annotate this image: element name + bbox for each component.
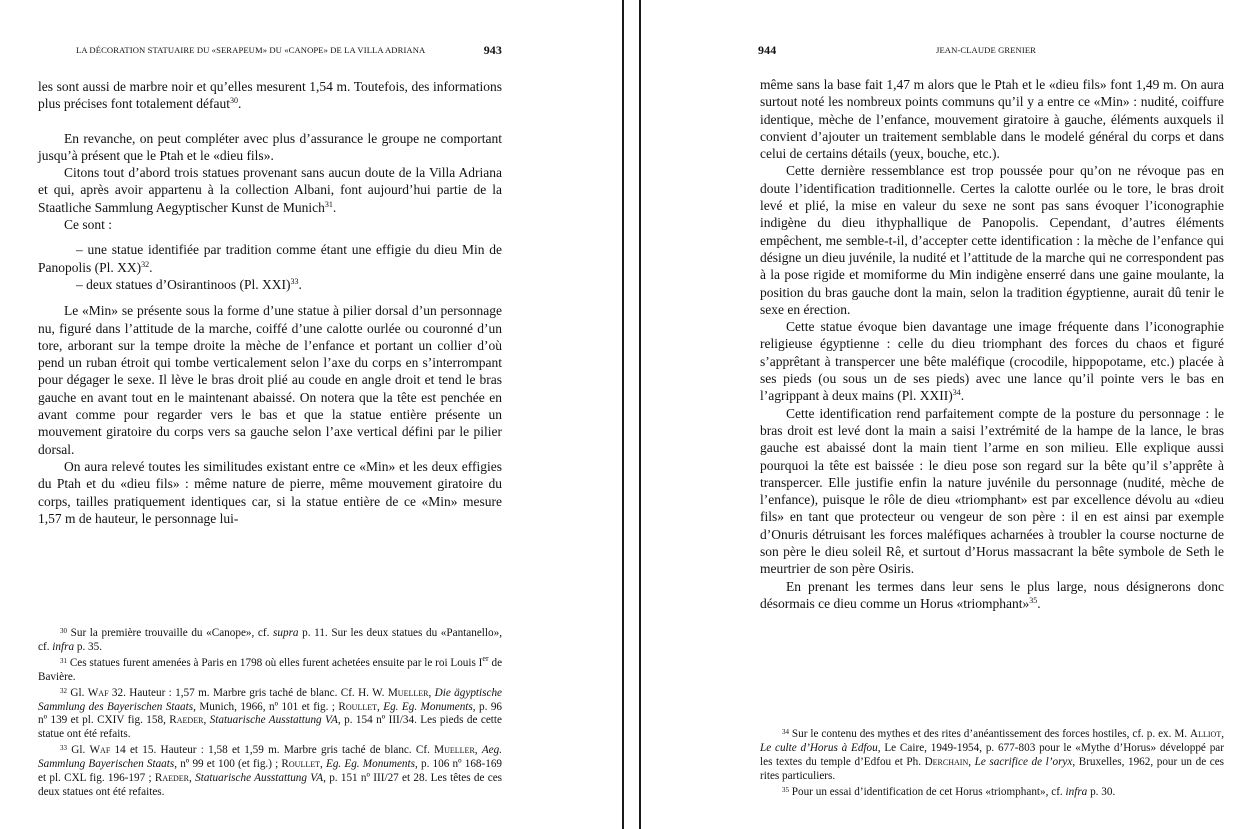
running-head: JEAN-CLAUDE GRENIER [936, 45, 1037, 55]
footnote-31: $^{31}$ Ces statues furent amenées à Paris en 1798 où elles furent achetées ensuite par le roi Louis Ier de Bavière. [38, 653, 503, 683]
page-number: 943 [483, 43, 502, 57]
page-divider [622, 0, 624, 829]
body-text [38, 78, 502, 527]
paragraph: Ce sont : [64, 217, 113, 233]
footnote-ref[interactable]: 30 [229, 96, 238, 106]
paragraph: On aura relevé toutes les similitudes existant entre ce «Min» et les deux effigies du Ptah et du «dieu fils» : même nature de pierre, même mouvement giratoire du corps, tailles pratiquement identiques car, si la statue entière de ce «Min» mesure 1,57 m de hauteur, le personnage lui- [38, 458, 502, 526]
footnote-ref[interactable]: 31 [324, 199, 333, 209]
footnote-ref[interactable]: 34 [952, 388, 961, 398]
paragraph: même sans la base fait 1,47 m alors que le Ptah et le «dieu fils» font 1,49 m. On aura surtout noté les nombreux points communs qu’il y a entre ce «Min» : nudité, coiffure identique, mèche de l’enfance, mouvement giratoire à gauche, éléments auxquels il convient d’ajouter un traitement semblable dans le modelé général du corps et dans celui de certains détails (yeux, bouche, etc.). [760, 77, 1224, 162]
footnote-33: $^{33}$ Gl. Waf 14 et 15. Hauteur : 1,58 et 1,59 m. Marbre gris taché de blanc. Cf. Mueller, Aeg. Sammlung Bayerischen Staats, nº 99 et 100 (et fig.) ; Roullet, Eg. Eg. Monuments, p. 106 nº 168-169 et pl. CXL fig. 196-197 ; Raeder, Statuarische Ausstattung VA, p. 151 nº III/27 et 28. Les têtes de ces deux statues ont été refaites. [38, 744, 503, 798]
right-page [640, 0, 1251, 829]
paragraph: En revanche, on peut compléter avec plus d’assurance le groupe ne comportant jusqu’à présent que le Ptah et le «dieu fils». [38, 130, 502, 163]
list-item: – une statue identifiée par tradition comme étant une effigie du dieu Min de Panopolis (Pl. XX)$^{32}$. [38, 242, 502, 275]
footnote-ref[interactable]: 33 [290, 276, 299, 286]
paragraph: Le «Min» se présente sous la forme d’une statue à pilier dorsal d’un personnage nu, figuré dans l’attitude de la marche, coiffé d’une calotte ourlée ou couronné d’un tore, arborant sur la tempe droite la mèche de l’enfance et portant un collier d’où pend un ruban étroit qui tombe verticalement selon l’axe du corps en s’interrompant pour dégager le sexe. Il lève le bras droit plié au coude en angle droit et tend le bras gauche en avant tout en le maintenant abaissé. On notera que la tête est penchée en avant comme pour regarder vers le bas et que la statue entière présente un mouvement giratoire du corps vers sa gauche selon l’axe vertical défini par le pilier dorsal. [38, 303, 502, 457]
paragraph: Citons tout d’abord trois statues provenant sans aucun doute de la Villa Adriana et qui, après avoir appartenu à la collection Albani, font aujourd’hui partie de la Staatliche Sammlung Aegyptischer Kunst de Munich$^{31}$. [38, 165, 502, 215]
footnote-ref[interactable]: 35 [1029, 595, 1038, 605]
running-head: LA DÉCORATION STATUAIRE DU «SERAPEUM» DU «CANOPE» DE LA VILLA ADRIANA [76, 45, 426, 55]
footnote-34: $^{34}$ Sur le contenu des mythes et des rites d’anéantissement des forces hostiles, cf. p. ex. M. Alliot, Le culte d’Horus à Edfou, Le Caire, 1949-1954, p. 677-803 pour le «Mythe d’Horus» développé par les textes du temple d’Edfou et Ph. Derchain, Le sacrifice de l’oryx, Bruxelles, 1962, pour un de ces rites particuliers. [760, 728, 1225, 782]
paragraph: En prenant les termes dans leur sens le plus large, nous désignerons donc désormais ce dieu comme un Horus «triomphant»$^{35}$. [760, 578, 1224, 611]
page-number: 944 [758, 43, 777, 57]
paragraph: Cette dernière ressemblance est trop poussée pour qu’on ne révoque pas en doute l’identification traditionnelle. Certes la calotte ourlée ou le tore, le bras droit levé et plié, la mise en valeur du sexe ne sont pas sans évoquer l’iconographie indigène du dieu ithyphallique de Panopolis. Cependant, d’autres éléments empêchent, me semble-t-il, d’accepter cette identification : la mèche de l’enfance qui désigne un dieu juvénile, la nudité et l’attitude de la marche qui ne correspondent pas à la pose rigide et momiforme du Min indigène enserré dans une gaine moulante, la position du bras gauche dont la main, selon la tradition égyptienne, aurait dû tenir le sexe en érection. [760, 163, 1224, 317]
body-text [760, 76, 1224, 612]
footnote-32: $^{32}$ Gl. Waf 32. Hauteur : 1,57 m. Marbre gris taché de blanc. Cf. H. W. Mueller, Die ägyptische Sammlung des Bayerischen Staats, Munich, 1966, nº 101 et fig. ; Roullet, Eg. Eg. Monuments, p. 96 nº 139 et pl. CXIV fig. 158, Raeder, Statuarische Ausstattung VA, p. 154 nº III/34. Les pieds de cette statue ont été refaits. [38, 686, 503, 741]
footnote-35: $^{35}$ Pour un essai d’identification de cet Horus «triomphant», cf. infra p. 30. [782, 785, 1116, 798]
footnote-30: $^{30}$ Sur la première trouvaille du «Canope», cf. supra p. 11. Sur les deux statues du «Pantanello», cf. infra p. 35. [38, 627, 503, 653]
list-item: – deux statues d’Osirantinoos (Pl. XXI)$^{33}$. [76, 276, 302, 292]
paragraph: Cette identification rend parfaitement compte de la posture du personnage : le bras droit est levé dont la main a saisi l’extrémité de la hampe de la lance, le bras gauche est abaissé dont la main tient l’arme en son milieu. Elle explique aussi pourquoi la tête est baissée : le dieu pose son regard sur la bête qu’il s’apprête à transpercer. Elle justifie enfin la nature juvénile du personnage (nudité, mèche de l’enfance), puisque le rôle de dieu «triomphant» est par excellence dévolu au «dieu fils» en tant que protecteur ou vengeur de son père : il en est ainsi par exemple d’Onuris détruisant les forces maléfiques acharnées à troubler la course nocturne de son père le dieu soleil Rê, et surtout d’Horus massacrant la bête symbole de Seth le meurtrier de son père Osiris. [760, 405, 1224, 577]
paragraph: Cette statue évoque bien davantage une image fréquente dans l’iconographie religieuse égyptienne : celle du dieu triomphant des forces du chaos et figuré s’apprêtant à transpercer une bête maléfique (crocodile, hippopotame, etc.) placée à ses pieds (ou sous un de ses pieds) avec une lance qu’il pointe vers le bas en l’agrippant à deux mains (Pl. XXII)$^{34}$. [760, 319, 1224, 404]
footnotes [38, 627, 502, 802]
footnote-ref[interactable]: 32 [141, 259, 150, 269]
paragraph: les sont aussi de marbre noir et qu’elles mesurent 1,54 m. Toutefois, des informations plus précises font totalement défaut$^{30}$. [38, 79, 502, 112]
footnotes [760, 728, 1224, 802]
left-page [0, 0, 622, 829]
